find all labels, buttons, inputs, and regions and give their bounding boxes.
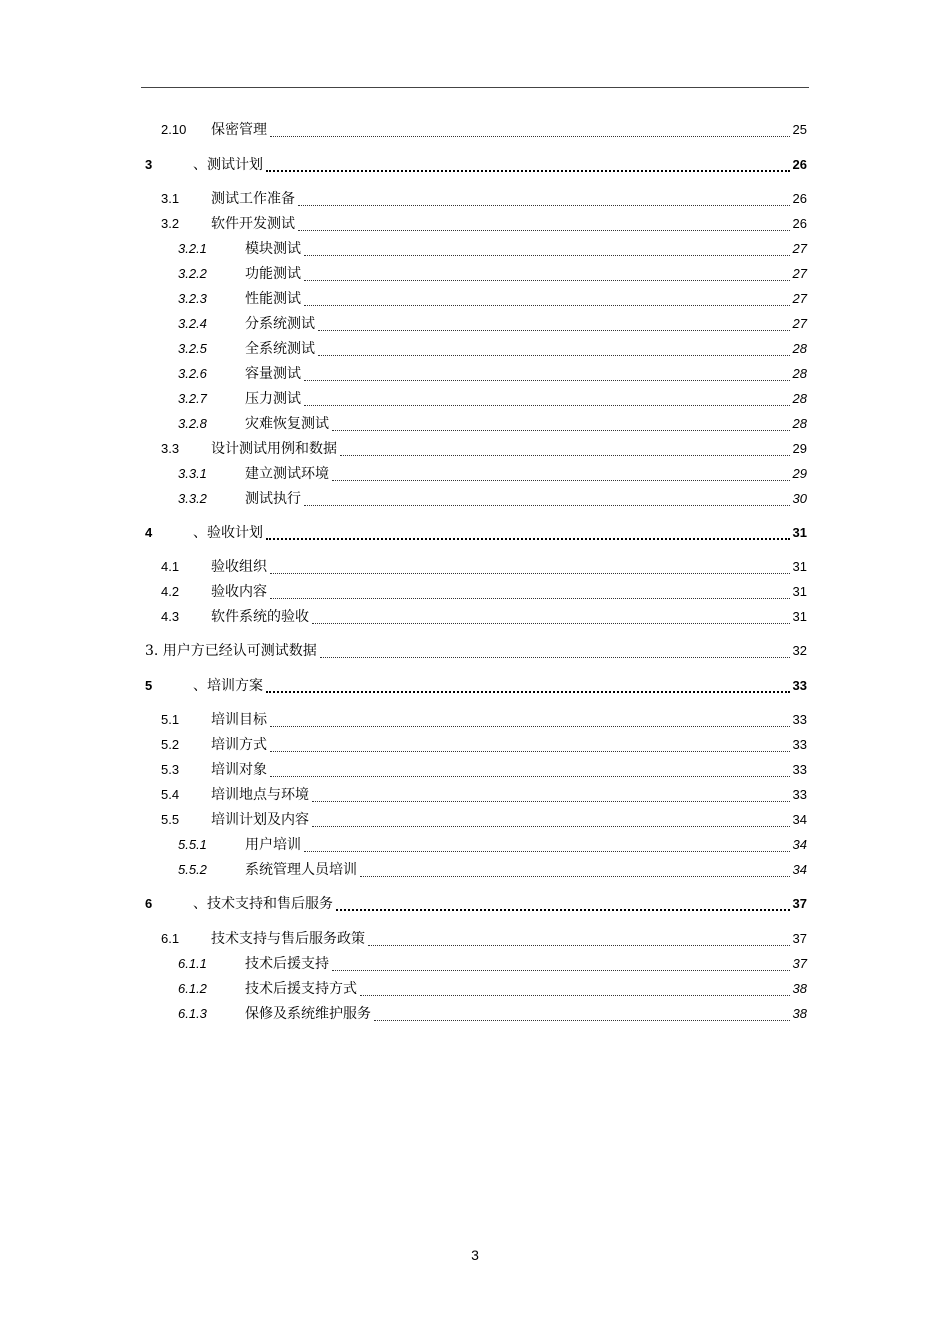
toc-entry-page: 27 [792,266,807,281]
toc-entry-page: 37 [792,931,807,946]
toc-leader-dots [360,864,790,877]
toc-entry-number: 3.2.7 [178,391,207,406]
toc-entry[interactable] [0,581,807,603]
toc-leader-dots [266,526,790,540]
toc-leader-dots [304,368,790,381]
toc-entry-page: 28 [792,341,807,356]
toc-entry[interactable] [0,188,807,210]
toc-leader-dots [266,679,790,693]
toc-entry[interactable] [0,809,807,831]
toc-entry-number: 3.2.4 [178,316,207,331]
toc-entry-page: 33 [792,787,807,802]
toc-entry[interactable] [0,784,807,806]
toc-entry-title: 软件开发测试 [211,216,295,232]
toc-entry-title: 测试工作准备 [211,191,295,207]
toc-entry[interactable] [0,263,807,285]
toc-entry-page: 30 [792,491,807,506]
toc-leader-dots [374,1008,790,1021]
toc-entry-number: 5.4 [161,787,180,802]
toc-entry-page: 26 [792,191,807,206]
toc-entry-title: 用户培训 [245,837,301,853]
toc-entry-number: 2.10 [161,122,187,137]
toc-leader-dots [318,343,790,356]
toc-entry-number: 3.1 [161,191,180,206]
toc-leader-dots [332,468,790,481]
toc-leader-dots [270,124,790,137]
toc-entry-title: 技术后援支持 [245,956,329,972]
toc-entry-title: 技术后援支持方式 [245,981,357,997]
toc-entry-page: 32 [792,643,807,658]
toc-entry-title: 保修及系统维护服务 [245,1006,371,1022]
toc-leader-dots [320,645,790,658]
toc-entry-number: 3.2.8 [178,416,207,431]
toc-leader-dots [332,418,790,431]
toc-entry[interactable] [0,338,807,360]
toc-entry-number: 3.3.1 [178,466,207,481]
toc-entry-number: 5.1 [161,712,180,727]
toc-entry-title: 性能测试 [245,291,301,307]
toc-entry-number: 5.3 [161,762,180,777]
toc-entry-title: 培训地点与环境 [211,787,309,803]
toc-entry-page: 34 [792,837,807,852]
toc-entry[interactable] [0,953,807,975]
toc-entry-title: 培训目标 [211,712,267,728]
toc-entry-number: 6.1 [161,931,180,946]
toc-leader-dots [270,586,790,599]
toc-entry-title: 培训方式 [211,737,267,753]
toc-entry-number: 6.1.2 [178,981,207,996]
toc-entry-page: 26 [792,157,807,172]
toc-entry-title: 保密管理 [211,122,267,138]
toc-entry[interactable] [0,893,807,915]
toc-entry-page: 38 [792,981,807,996]
toc-leader-dots [360,983,790,996]
toc-entry-title: 、验收计划 [193,525,263,541]
toc-entry-page: 27 [792,316,807,331]
toc-entry[interactable] [0,288,807,310]
toc-entry-number: 4.1 [161,559,180,574]
toc-entry-page: 33 [792,762,807,777]
toc-entry-title: 系统管理人员培训 [245,862,357,878]
page-number: 3 [471,1247,479,1263]
toc-entry-number: 4.3 [161,609,180,624]
toc-entry-page: 33 [792,678,807,693]
toc-entry-title: 培训对象 [211,762,267,778]
toc-leader-dots [318,318,790,331]
toc-entry-page: 31 [792,584,807,599]
toc-entry-title: 培训计划及内容 [211,812,309,828]
toc-entry-title: 功能测试 [245,266,301,282]
toc-entry-page: 28 [792,391,807,406]
toc-entry-title: 容量测试 [245,366,301,382]
toc-entry-number: 3.2 [161,216,180,231]
toc-entry-number: 6.1.3 [178,1006,207,1021]
toc-entry-title: 压力测试 [245,391,301,407]
toc-entry-number: 3 [145,157,153,172]
toc-entry-title: 验收内容 [211,584,267,600]
toc-entry-number: 5.5 [161,812,180,827]
toc-entry-number: 5.5.2 [178,862,207,877]
toc-entry-page: 28 [792,366,807,381]
toc-entry-page: 31 [792,609,807,624]
toc-entry-page: 29 [792,466,807,481]
toc-leader-dots [340,443,790,456]
toc-entry-number: 4 [145,525,153,540]
toc-leader-dots [270,714,790,727]
toc-leader-dots [312,789,790,802]
toc-leader-dots [368,933,790,946]
toc-leader-dots [332,958,790,971]
toc-entry[interactable] [0,606,807,628]
toc-leader-dots [270,739,790,752]
toc-leader-dots [270,764,790,777]
toc-leader-dots [304,493,790,506]
toc-entry-title: 测试执行 [245,491,301,507]
toc-entry-number: 5 [145,678,153,693]
toc-entry-title: 、培训方案 [193,678,263,694]
toc-entry-number: 6.1.1 [178,956,207,971]
toc-entry-page: 27 [792,241,807,256]
toc-entry-title: 分系统测试 [245,316,315,332]
toc-entry[interactable] [0,238,807,260]
toc-leader-dots [266,158,790,172]
toc-entry[interactable] [0,488,807,510]
toc-leader-dots [312,611,790,624]
toc-entry[interactable] [0,1003,807,1025]
toc-entry-number: 5.5.1 [178,837,207,852]
toc-leader-dots [298,193,790,206]
toc-entry-page: 38 [792,1006,807,1021]
toc-entry[interactable] [0,363,807,385]
toc-entry-page: 33 [792,712,807,727]
toc-entry[interactable] [0,119,807,141]
toc-entry[interactable] [0,859,807,881]
toc-leader-dots [304,293,790,306]
toc-entry-number: 3.2.2 [178,266,207,281]
toc-entry-number: 3.3.2 [178,491,207,506]
toc-entry[interactable] [0,556,807,578]
toc-entry-number: 3.2.1 [178,241,207,256]
toc-entry[interactable] [0,709,807,731]
toc-entry-page: 37 [792,896,807,911]
toc-entry[interactable] [0,463,807,485]
toc-leader-dots [304,243,790,256]
toc-entry[interactable] [0,834,807,856]
toc-entry-page: 25 [792,122,807,137]
toc-entry-title: 3. 用户方已经认可测试数据 [145,643,317,659]
toc-leader-dots [304,393,790,406]
toc-entry[interactable] [0,213,807,235]
toc-entry-page: 26 [792,216,807,231]
toc-entry-page: 27 [792,291,807,306]
toc-entry-page: 37 [792,956,807,971]
toc-entry-number: 3.2.5 [178,341,207,356]
toc-entry-title: 、技术支持和售后服务 [193,896,333,912]
toc-entry[interactable] [0,978,807,1000]
toc-entry-title: 全系统测试 [245,341,315,357]
toc-entry-title: 、测试计划 [193,157,263,173]
toc-entry-number: 3.3 [161,441,180,456]
toc-leader-dots [312,814,790,827]
toc-entry[interactable] [0,640,807,662]
toc-entry[interactable] [0,154,807,176]
toc-entry-number: 3.2.3 [178,291,207,306]
toc-entry-number: 5.2 [161,737,180,752]
toc-entry-page: 28 [792,416,807,431]
toc-entry-page: 34 [792,862,807,877]
toc-entry-page: 33 [792,737,807,752]
header-rule [141,87,809,88]
toc-entry-title: 设计测试用例和数据 [211,441,337,457]
toc-entry-number: 4.2 [161,584,180,599]
toc-entry-number: 3.2.6 [178,366,207,381]
toc-entry-title: 模块测试 [245,241,301,257]
toc-entry[interactable] [0,928,807,950]
toc-entry-title: 技术支持与售后服务政策 [211,931,365,947]
toc-entry[interactable] [0,759,807,781]
toc-entry[interactable] [0,388,807,410]
toc-leader-dots [304,839,790,852]
toc-entry[interactable] [0,413,807,435]
toc-entry-page: 29 [792,441,807,456]
toc-entry[interactable] [0,438,807,460]
toc-leader-dots [304,268,790,281]
toc-leader-dots [336,897,790,911]
toc-entry-page: 31 [792,559,807,574]
toc-entry[interactable] [0,522,807,544]
toc-entry-page: 31 [792,525,807,540]
toc-entry-page: 34 [792,812,807,827]
toc-entry[interactable] [0,313,807,335]
toc-entry[interactable] [0,734,807,756]
toc-entry-title: 软件系统的验收 [211,609,309,625]
toc-entry-title: 灾难恢复测试 [245,416,329,432]
toc-entry-number: 6 [145,896,153,911]
toc-entry-title: 建立测试环境 [245,466,329,482]
toc-leader-dots [298,218,790,231]
toc-leader-dots [270,561,790,574]
toc-entry[interactable] [0,675,807,697]
toc-entry-title: 验收组织 [211,559,267,575]
